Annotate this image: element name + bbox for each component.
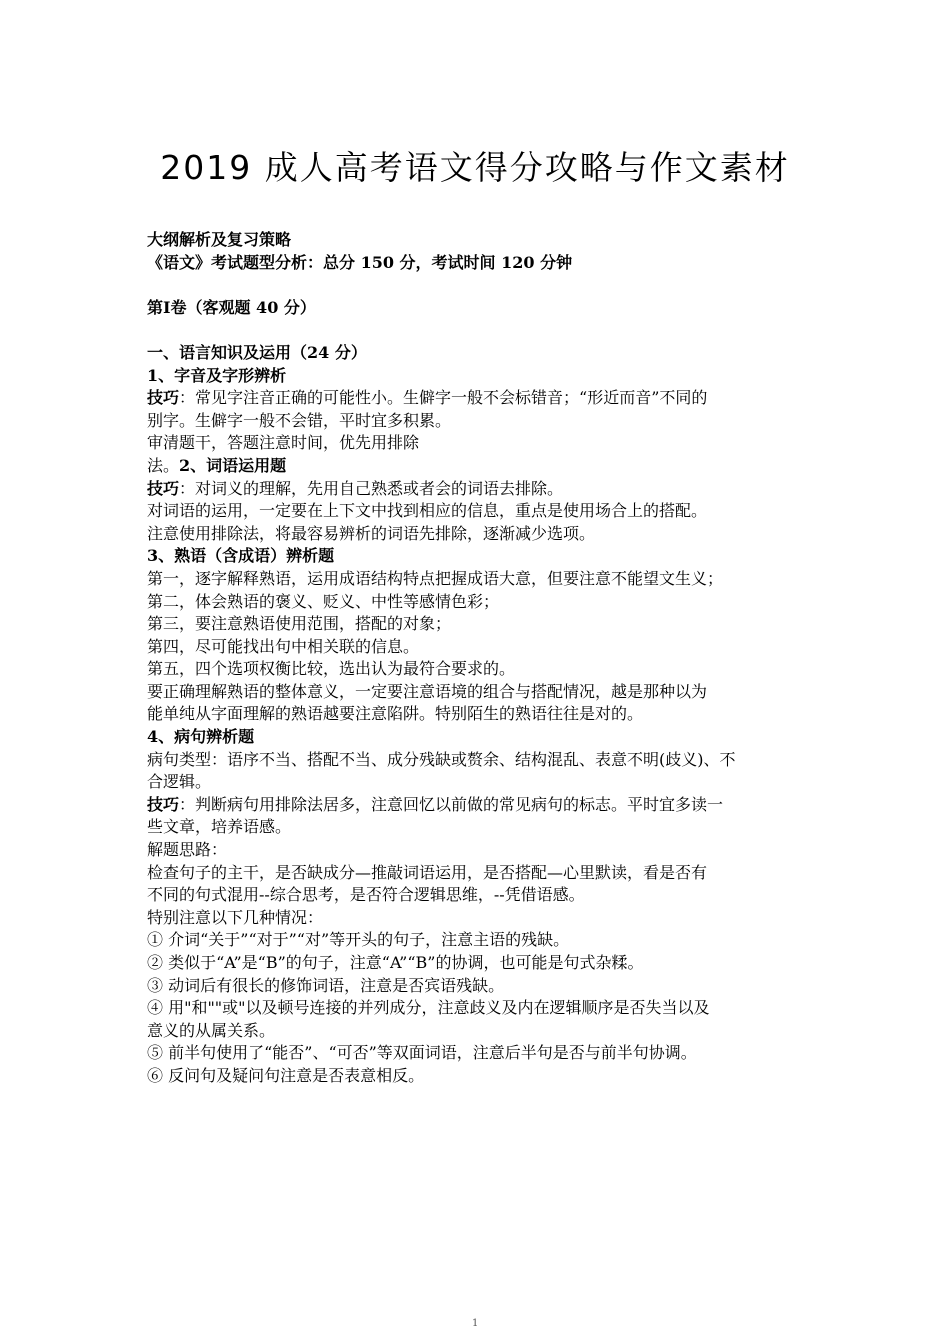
heading-outline: 大纲解析及复习策略	[147, 230, 292, 249]
paragraph-line: 检查句子的主干，是否缺成分—推敲词语运用，是否搭配—心里默读，看是否有	[147, 862, 708, 882]
paragraph-line: 解题思路：	[147, 840, 228, 860]
paragraph-line: 第三，要注意熟语使用范围，搭配的对象；	[147, 614, 452, 634]
paragraph-line	[147, 387, 817, 410]
paragraph-line	[147, 455, 817, 478]
paragraph-line: 不同的句式混用--综合思考，是否符合逻辑思维，--凭借语感。	[147, 885, 585, 905]
list-item: ⑥ 反问句及疑问句注意是否表意相反。	[147, 1065, 425, 1085]
paragraph-line: 第四，尽可能找出句中相关联的信息。	[147, 636, 420, 656]
list-item: ① 介词“关于”“对于”“对”等开头的句子，注意主语的残缺。	[147, 930, 570, 950]
list-item: ⑤ 前半句使用了“能否”、“可否”等双面词语，注意后半句是否与前半句协调。	[147, 1043, 697, 1063]
tip-label: 技巧	[147, 388, 180, 408]
section-heading: 一、语言知识及运用（24 分）	[147, 342, 367, 362]
list-item: ② 类似于“A”是“B”的句子，注意“A”“B”的协调，也可能是句式杂糅。	[147, 953, 644, 972]
text-fragment: 法。	[147, 455, 180, 475]
paragraph-line: 对词语的运用，一定要在上下文中找到相应的信息，重点是使用场合上的搭配。	[147, 501, 708, 521]
paragraph-line: 注意使用排除法，将最容易辨析的词语先排除，逐渐减少选项。	[147, 523, 596, 543]
paragraph-line: 合逻辑。	[147, 772, 212, 792]
paragraph-line: 病句类型：语序不当、搭配不当、成分残缺或赘余、结构混乱、表意不明(歧义)、不	[147, 749, 736, 769]
paragraph-line: 能单纯从字面理解的熟语越要注意陷阱。特别陌生的熟语往往是对的。	[147, 704, 644, 724]
tip-text: ：对词义的理解，先用自己熟悉或者会的词语去排除。	[179, 478, 564, 498]
paragraph-line	[147, 478, 817, 501]
list-item: 意义的从属关系。	[147, 1020, 276, 1040]
subsection-heading-4: 4、病句辨析题	[147, 727, 255, 747]
paragraph-line: 审清题干，答题注意时间，优先用排除	[147, 433, 420, 453]
volume-heading: 第Ⅰ卷（客观题 40 分）	[147, 297, 316, 317]
paragraph-line: 些文章，培养语感。	[147, 817, 292, 837]
page-title: 2019 成人高考语文得分攻略与作文素材	[160, 148, 790, 187]
list-item: ③ 动词后有很长的修饰词语，注意是否宾语残缺。	[147, 975, 505, 995]
paragraph-line: 别字。生僻字一般不会错，平时宜多积累。	[147, 410, 452, 430]
page-number: 1	[472, 1318, 479, 1329]
subsection-heading-2: 2、词语运用题	[179, 455, 287, 475]
subsection-heading-3: 3、熟语（含成语）辨析题	[147, 546, 335, 566]
paragraph-line: 第二，体会熟语的褒义、贬义、中性等感情色彩；	[147, 591, 500, 611]
tip-text: ：判断病句用排除法居多，注意回忆以前做的常见病句的标志。平时宜多读一	[179, 794, 724, 814]
tip-text: ：常见字注音正确的可能性小。生僻字一般不会标错音；“形近而音”不同的	[179, 388, 708, 408]
paragraph-line: 第一，逐字解释熟语，运用成语结构特点把握成语大意，但要注意不能望文生义；	[147, 568, 724, 588]
paragraph-line	[147, 794, 817, 817]
tip-label: 技巧	[147, 478, 180, 498]
paragraph-line: 第五，四个选项权衡比较，选出认为最符合要求的。	[147, 659, 516, 679]
tip-label: 技巧	[147, 794, 180, 814]
list-item: ④ 用"和""或"以及顿号连接的并列成分，注意歧义及内在逻辑顺序是否失当以及	[147, 998, 710, 1018]
subsection-heading-1: 1、字音及字形辨析	[147, 365, 287, 385]
paragraph-line: 特别注意以下几种情况：	[147, 907, 324, 927]
paragraph-line: 要正确理解熟语的整体意义，一定要注意语境的组合与搭配情况，越是那种以为	[147, 681, 708, 701]
heading-analysis: 《语文》考试题型分析：总分 150 分，考试时间 120 分钟	[147, 252, 573, 272]
document-body	[147, 229, 817, 1088]
